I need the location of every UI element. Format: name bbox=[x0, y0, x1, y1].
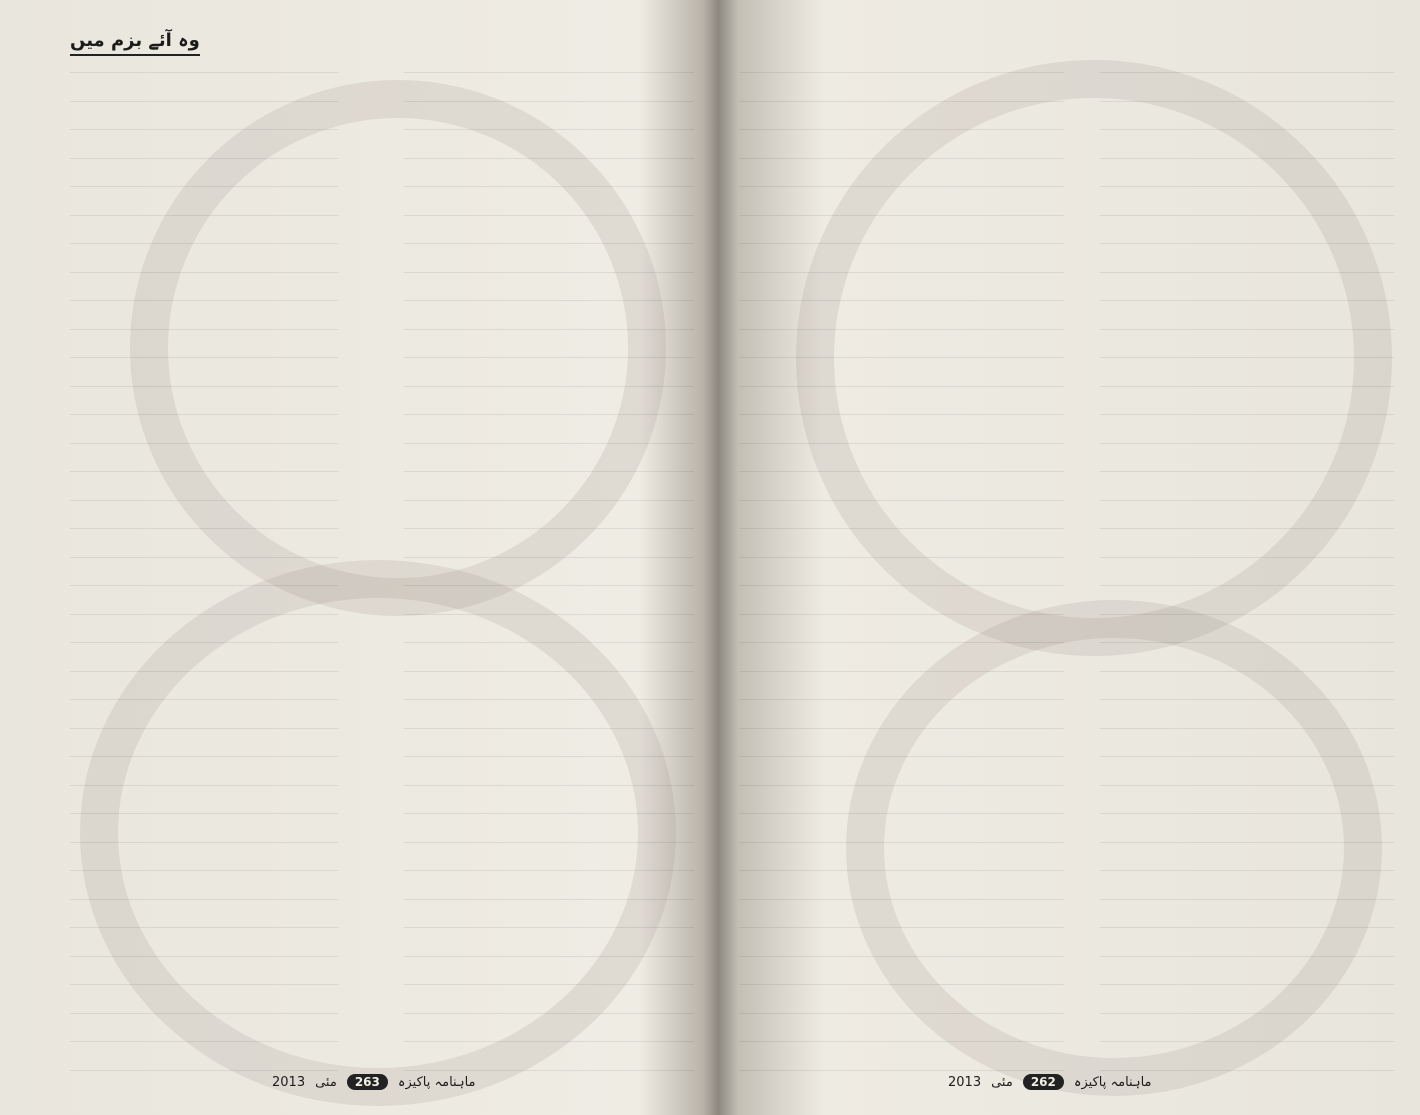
text-line bbox=[1100, 77, 1394, 102]
text-line bbox=[740, 846, 1064, 871]
text-line bbox=[1100, 789, 1394, 814]
text-line bbox=[404, 732, 694, 757]
text-line bbox=[1100, 590, 1394, 615]
text-line bbox=[70, 704, 338, 729]
text-line bbox=[70, 903, 338, 928]
text-line bbox=[1100, 704, 1394, 729]
text-line bbox=[1100, 134, 1394, 159]
page-footer bbox=[948, 1071, 1152, 1093]
text-line bbox=[404, 191, 694, 216]
text-line bbox=[740, 248, 1064, 273]
text-line bbox=[1100, 761, 1394, 786]
text-line bbox=[404, 675, 694, 700]
text-line bbox=[740, 333, 1064, 358]
text-line bbox=[404, 989, 694, 1014]
text-column-inner bbox=[740, 48, 1064, 1048]
text-line bbox=[1100, 305, 1394, 330]
text-line bbox=[740, 675, 1064, 700]
text-line bbox=[740, 48, 1064, 73]
text-column-inner bbox=[404, 48, 694, 1048]
text-line bbox=[404, 362, 694, 387]
text-line bbox=[740, 618, 1064, 643]
text-line bbox=[1100, 504, 1394, 529]
text-line bbox=[740, 77, 1064, 102]
text-line bbox=[404, 903, 694, 928]
text-line bbox=[70, 846, 338, 871]
text-line bbox=[404, 590, 694, 615]
text-line bbox=[404, 504, 694, 529]
right-page bbox=[716, 0, 1420, 1115]
text-line bbox=[1100, 989, 1394, 1014]
text-line bbox=[740, 276, 1064, 301]
text-line bbox=[1100, 48, 1394, 73]
text-line bbox=[1100, 162, 1394, 187]
text-line bbox=[1100, 248, 1394, 273]
text-line bbox=[404, 818, 694, 843]
text-line bbox=[1100, 675, 1394, 700]
text-line bbox=[70, 561, 338, 586]
text-line bbox=[1100, 362, 1394, 387]
text-line bbox=[70, 162, 338, 187]
text-line bbox=[740, 105, 1064, 130]
text-line bbox=[70, 761, 338, 786]
text-line bbox=[404, 390, 694, 415]
text-column-outer bbox=[70, 48, 338, 1048]
page-number: 263 bbox=[347, 1074, 388, 1090]
text-line bbox=[1100, 903, 1394, 928]
text-line bbox=[70, 932, 338, 957]
text-line bbox=[740, 362, 1064, 387]
text-line bbox=[740, 1046, 1064, 1071]
text-line bbox=[70, 789, 338, 814]
text-line bbox=[404, 618, 694, 643]
text-line bbox=[70, 818, 338, 843]
text-line bbox=[70, 732, 338, 757]
text-line bbox=[740, 789, 1064, 814]
text-line bbox=[740, 761, 1064, 786]
page-number: 262 bbox=[1023, 1074, 1064, 1090]
text-line bbox=[1100, 191, 1394, 216]
text-line bbox=[1100, 561, 1394, 586]
text-line bbox=[70, 1017, 338, 1042]
text-line bbox=[1100, 333, 1394, 358]
text-line bbox=[740, 903, 1064, 928]
text-line bbox=[740, 419, 1064, 444]
footer-month: مئی bbox=[315, 1074, 337, 1090]
text-line bbox=[404, 248, 694, 273]
text-line bbox=[70, 362, 338, 387]
text-line bbox=[70, 533, 338, 558]
text-line bbox=[740, 476, 1064, 501]
text-line bbox=[70, 875, 338, 900]
text-line bbox=[740, 447, 1064, 472]
text-line bbox=[1100, 447, 1394, 472]
text-line bbox=[70, 390, 338, 415]
text-line bbox=[404, 932, 694, 957]
footer-magazine-name: ماہنامہ پاکیزہ bbox=[1073, 1074, 1152, 1090]
text-line bbox=[70, 476, 338, 501]
text-line bbox=[740, 162, 1064, 187]
text-line bbox=[70, 305, 338, 330]
footer-year: 2013 bbox=[948, 1074, 982, 1090]
text-line bbox=[70, 333, 338, 358]
text-line bbox=[740, 818, 1064, 843]
text-line bbox=[1100, 105, 1394, 130]
text-line bbox=[1100, 390, 1394, 415]
text-line bbox=[1100, 1017, 1394, 1042]
text-line bbox=[1100, 533, 1394, 558]
text-line bbox=[404, 219, 694, 244]
text-line bbox=[1100, 732, 1394, 757]
text-line bbox=[70, 134, 338, 159]
text-line bbox=[740, 704, 1064, 729]
text-line bbox=[1100, 932, 1394, 957]
text-line bbox=[1100, 846, 1394, 871]
text-line bbox=[70, 77, 338, 102]
text-line bbox=[740, 191, 1064, 216]
footer-magazine-name: ماہنامہ پاکیزہ bbox=[397, 1074, 476, 1090]
text-line bbox=[70, 419, 338, 444]
text-line bbox=[404, 276, 694, 301]
text-line bbox=[70, 675, 338, 700]
running-head: وہ آئے بزم میں bbox=[70, 30, 200, 51]
text-line bbox=[1100, 419, 1394, 444]
text-line bbox=[404, 333, 694, 358]
text-line bbox=[404, 48, 694, 73]
text-line bbox=[404, 846, 694, 871]
text-line bbox=[1100, 276, 1394, 301]
text-line bbox=[70, 989, 338, 1014]
text-line bbox=[1100, 219, 1394, 244]
text-line bbox=[404, 647, 694, 672]
page-footer bbox=[272, 1071, 476, 1093]
text-line bbox=[1100, 875, 1394, 900]
text-line bbox=[740, 504, 1064, 529]
text-line bbox=[404, 704, 694, 729]
text-line bbox=[740, 960, 1064, 985]
footer-month: مئی bbox=[991, 1074, 1013, 1090]
text-line bbox=[740, 875, 1064, 900]
text-line bbox=[740, 647, 1064, 672]
text-line bbox=[70, 618, 338, 643]
text-line bbox=[70, 191, 338, 216]
text-line bbox=[404, 305, 694, 330]
text-line bbox=[404, 1017, 694, 1042]
text-line bbox=[70, 248, 338, 273]
text-line bbox=[404, 533, 694, 558]
text-line bbox=[1100, 618, 1394, 643]
text-line bbox=[1100, 818, 1394, 843]
text-line bbox=[740, 590, 1064, 615]
text-line bbox=[70, 105, 338, 130]
text-line bbox=[740, 390, 1064, 415]
text-line bbox=[740, 134, 1064, 159]
text-line bbox=[404, 476, 694, 501]
text-line bbox=[70, 48, 338, 73]
text-line bbox=[1100, 960, 1394, 985]
text-line bbox=[404, 77, 694, 102]
text-line bbox=[70, 504, 338, 529]
text-line bbox=[404, 960, 694, 985]
text-line bbox=[70, 590, 338, 615]
text-line bbox=[404, 875, 694, 900]
text-line bbox=[740, 989, 1064, 1014]
text-line bbox=[404, 789, 694, 814]
text-line bbox=[70, 276, 338, 301]
text-line bbox=[404, 134, 694, 159]
text-line bbox=[70, 219, 338, 244]
text-line bbox=[404, 419, 694, 444]
text-line bbox=[1100, 647, 1394, 672]
text-line bbox=[70, 1046, 338, 1071]
text-line bbox=[404, 1046, 694, 1071]
footer-year: 2013 bbox=[272, 1074, 306, 1090]
text-line bbox=[1100, 476, 1394, 501]
text-line bbox=[740, 1017, 1064, 1042]
text-line bbox=[404, 162, 694, 187]
text-line bbox=[740, 732, 1064, 757]
text-line bbox=[70, 447, 338, 472]
text-line bbox=[740, 219, 1064, 244]
text-line bbox=[404, 105, 694, 130]
text-line bbox=[70, 647, 338, 672]
text-line bbox=[404, 561, 694, 586]
text-line bbox=[740, 932, 1064, 957]
text-line bbox=[404, 447, 694, 472]
text-line bbox=[740, 561, 1064, 586]
text-line bbox=[740, 305, 1064, 330]
text-column-outer bbox=[1100, 48, 1394, 1048]
text-line bbox=[1100, 1046, 1394, 1071]
text-line bbox=[70, 960, 338, 985]
text-line bbox=[404, 761, 694, 786]
text-line bbox=[740, 533, 1064, 558]
